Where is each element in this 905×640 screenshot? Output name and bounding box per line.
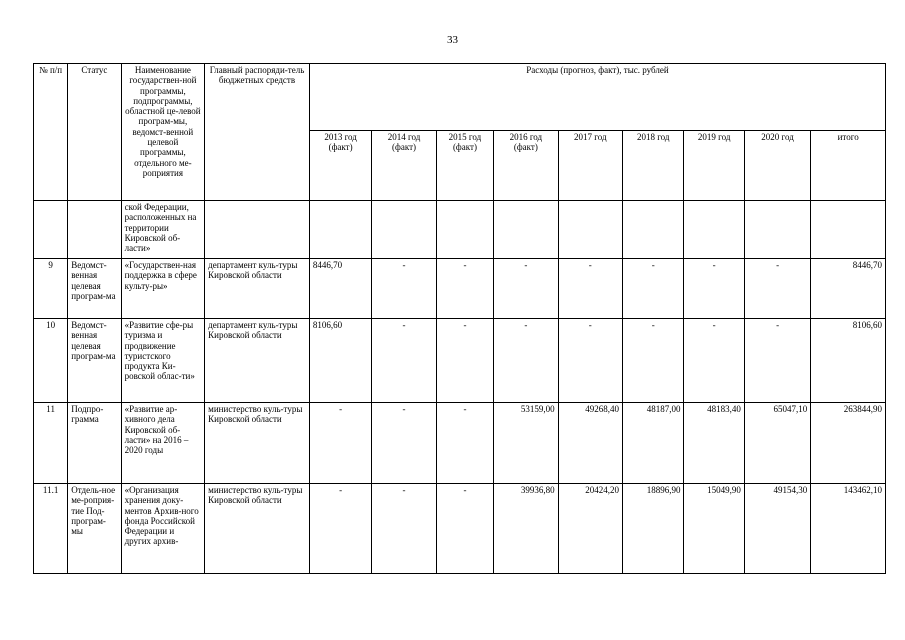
value-cell: - <box>558 259 622 319</box>
row-status: Отдель-ное ме-роприя-тие Под-програм-мы <box>68 484 121 574</box>
total-cell: 8446,70 <box>811 259 886 319</box>
row-name: «Развитие сфе-ры туризма и продвижение туристского продукта Ки-ровской облас-ти» <box>121 319 205 403</box>
value-cell: - <box>623 319 684 403</box>
value-cell: 49268,40 <box>558 403 622 484</box>
year-header-2016: 2016 год (факт) <box>494 131 558 201</box>
table-row <box>34 319 886 403</box>
value-cell: 8446,70 <box>309 259 371 319</box>
year-header-2019: 2019 год <box>684 131 744 201</box>
table-row <box>34 403 886 484</box>
value-cell: - <box>494 319 558 403</box>
header-status: Статус <box>68 64 121 201</box>
value-cell: 49154,30 <box>744 484 810 574</box>
expenses-table <box>33 63 886 574</box>
row-name: «Развитие ар-хивного дела Кировской об-ласти» на 2016 – 2020 годы <box>121 403 205 484</box>
value-cell: - <box>372 319 436 403</box>
value-cell: - <box>309 484 371 574</box>
value-cell: - <box>558 319 622 403</box>
value-cell: 18896,90 <box>623 484 684 574</box>
value-cell: - <box>744 259 810 319</box>
row-number: 9 <box>34 259 68 319</box>
row-number: 11.1 <box>34 484 68 574</box>
year-header-2013: 2013 год (факт) <box>309 131 371 201</box>
header-manager: Главный распоряди-тель бюджетных средств <box>205 64 310 201</box>
row-manager: департамент куль-туры Кировской области <box>205 319 310 403</box>
year-header-2014: 2014 год (факт) <box>372 131 436 201</box>
row-name: «Организация хранения доку-ментов Архив-ного фонда Российской Федерации и других архив- <box>121 484 205 574</box>
header-num: № п/п <box>34 64 68 201</box>
value-cell: - <box>372 403 436 484</box>
table-row <box>34 259 886 319</box>
total-cell: 8106,60 <box>811 319 886 403</box>
value-cell: 15049,90 <box>684 484 744 574</box>
continuation-row <box>34 201 886 259</box>
value-cell: - <box>494 259 558 319</box>
row-manager: департамент куль-туры Кировской области <box>205 259 310 319</box>
value-cell: - <box>436 403 493 484</box>
value-cell: - <box>436 319 493 403</box>
year-header-2017: 2017 год <box>558 131 622 201</box>
header-name: Наименование государствен-ной программы, подпрограммы, областной це-левой програм-мы, ведомст-венной целевой программы, отдельного ме-роприятия <box>121 64 205 201</box>
value-cell: 65047,10 <box>744 403 810 484</box>
value-cell: 48183,40 <box>684 403 744 484</box>
row-manager: министерство куль-туры Кировской области <box>205 403 310 484</box>
value-cell: - <box>309 403 371 484</box>
value-cell: 48187,00 <box>623 403 684 484</box>
row-status: Ведомст-венная целевая програм-ма <box>68 259 121 319</box>
total-cell: 143462,10 <box>811 484 886 574</box>
header-expenses: Расходы (прогноз, факт), тыс. рублей <box>309 64 885 131</box>
row-status: Подпро-грамма <box>68 403 121 484</box>
value-cell: 53159,00 <box>494 403 558 484</box>
row-number: 11 <box>34 403 68 484</box>
value-cell: - <box>372 484 436 574</box>
continuation-text: ской Федерации, расположенных на территории Кировской об-ласти» <box>121 201 205 259</box>
page-number: 33 <box>447 34 458 46</box>
value-cell: 8106,60 <box>309 319 371 403</box>
value-cell: - <box>436 259 493 319</box>
value-cell: - <box>623 259 684 319</box>
value-cell: - <box>744 319 810 403</box>
value-cell: 20424,20 <box>558 484 622 574</box>
value-cell: - <box>372 259 436 319</box>
year-header-2018: 2018 год <box>623 131 684 201</box>
header-row <box>34 64 886 131</box>
row-number: 10 <box>34 319 68 403</box>
row-manager: министерство куль-туры Кировской области <box>205 484 310 574</box>
total-cell: 263844,90 <box>811 403 886 484</box>
year-header-2015: 2015 год (факт) <box>436 131 493 201</box>
year-header-2020: 2020 год <box>744 131 810 201</box>
value-cell: 39936,80 <box>494 484 558 574</box>
value-cell: - <box>436 484 493 574</box>
value-cell: - <box>684 259 744 319</box>
row-name: «Государствен-ная поддержка в сфере культу-ры» <box>121 259 205 319</box>
year-header-total: итого <box>811 131 886 201</box>
table-row <box>34 484 886 574</box>
value-cell: - <box>684 319 744 403</box>
row-status: Ведомст-венная целевая програм-ма <box>68 319 121 403</box>
